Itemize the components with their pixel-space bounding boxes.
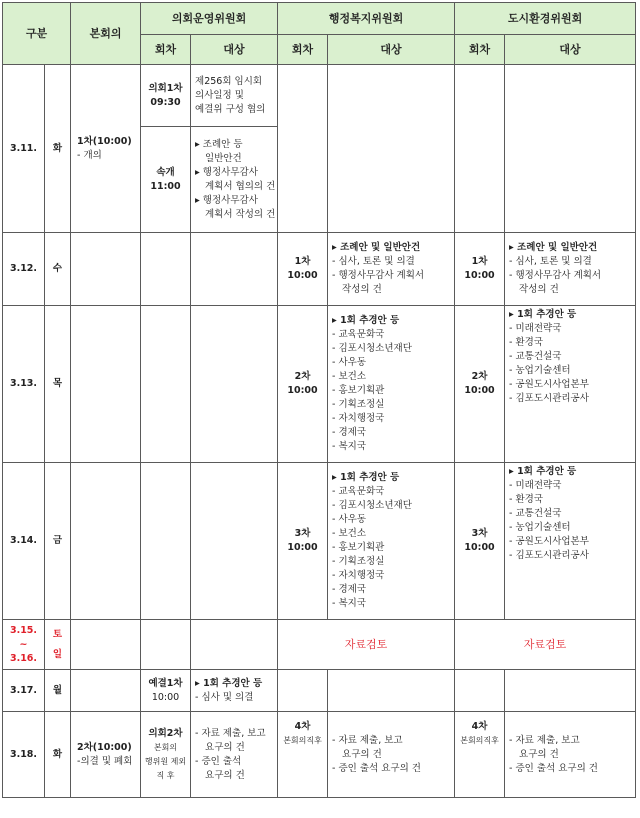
date-range-sep: ~ — [19, 638, 28, 650]
date-cell: 3.14. — [3, 463, 45, 620]
empty-cell — [71, 306, 141, 463]
session-label: 의회1차 — [148, 82, 183, 94]
empty-cell — [278, 65, 328, 233]
target-item: 요구의 건 — [342, 748, 382, 760]
target-item: ▸ 행정사무감사 — [195, 194, 258, 206]
target-item: - 홍보기획관 — [332, 385, 385, 396]
session-cell — [141, 65, 191, 127]
schedule-document — [2, 2, 635, 798]
session-time: 11:00 — [150, 180, 181, 192]
session-cell — [141, 712, 191, 798]
target-item: - 김포도시관리공사 — [509, 550, 589, 561]
date-cell: 3.13. — [3, 306, 45, 463]
empty-cell — [71, 463, 141, 620]
target-item: - 기획조정실 — [332, 556, 385, 567]
target-item: - 홍보기획관 — [332, 542, 385, 553]
target-cell — [191, 127, 278, 233]
session-label: 3차 — [471, 528, 488, 539]
session-label: 4차 — [294, 721, 311, 732]
session-note: 본회의직후 — [283, 736, 322, 745]
target-item: - 심사, 토론 및 의결 — [509, 256, 592, 267]
target-item: - 환경국 — [509, 494, 544, 505]
target-item: - 복지국 — [332, 441, 367, 452]
review-cell: 자료검토 — [278, 620, 455, 670]
empty-cell — [71, 233, 141, 306]
empty-cell — [455, 670, 505, 712]
target-cell — [505, 306, 636, 463]
target-cell — [505, 233, 636, 306]
session-cell — [455, 712, 505, 798]
empty-cell — [328, 65, 455, 233]
empty-cell — [141, 620, 191, 670]
target-cell — [328, 233, 455, 306]
target-item: 제256회 임시회 — [195, 75, 263, 87]
target-item: - 공원도시사업본부 — [509, 536, 589, 547]
date-cell: 3.12. — [3, 233, 45, 306]
session-label: 의회2차 — [148, 727, 183, 739]
target-item: - 보건소 — [332, 371, 367, 382]
plenary-note: -의결 및 폐회 — [77, 755, 133, 767]
header-target: 대상 — [505, 35, 636, 65]
empty-cell — [505, 65, 636, 233]
target-item: - 자료 제출, 보고 — [332, 734, 403, 746]
target-item: ▸ 조례안 및 일반안건 — [332, 242, 421, 253]
target-item: - 증인 출석 — [195, 755, 242, 767]
session-note: 행위원 제외 — [144, 756, 187, 766]
header-committee-urban: 도시환경위원회 — [455, 3, 636, 35]
session-time: 10:00 — [287, 385, 318, 396]
session-time: 09:30 — [150, 96, 181, 108]
session-cell — [278, 233, 328, 306]
empty-cell — [71, 620, 141, 670]
plenary-session: 1차(10:00) — [77, 135, 132, 147]
session-label: 3차 — [294, 528, 311, 539]
date-end: 3.16. — [9, 652, 38, 664]
target-item: 요구의 건 — [205, 769, 245, 781]
target-cell — [328, 463, 455, 620]
session-time: 10:00 — [287, 542, 318, 553]
empty-cell — [191, 233, 278, 306]
session-label: 4차 — [471, 721, 488, 732]
plenary-cell — [71, 712, 141, 798]
target-item: - 교통건설국 — [509, 351, 562, 362]
target-item: - 농업기술센터 — [509, 365, 571, 376]
day-cell: 월 — [45, 670, 71, 712]
session-cell — [278, 712, 328, 798]
target-cell — [505, 712, 636, 798]
table-row — [3, 463, 636, 620]
target-item: - 사우동 — [332, 357, 367, 368]
target-item: - 김포시청소년재단 — [332, 500, 412, 511]
target-cell — [191, 65, 278, 127]
session-label: 1차 — [294, 256, 311, 267]
target-item: 계획서 협의의 건 — [205, 180, 276, 192]
header-target: 대상 — [328, 35, 455, 65]
empty-cell — [191, 306, 278, 463]
day-cell: 목 — [45, 306, 71, 463]
target-item: - 농업기술센터 — [509, 522, 571, 533]
target-item: - 미래전략국 — [509, 323, 562, 334]
session-cell — [455, 306, 505, 463]
target-item: ▸ 행정사무감사 — [195, 166, 258, 178]
header-target: 대상 — [191, 35, 278, 65]
header-committee-ops: 의회운영위원회 — [141, 3, 278, 35]
session-cell — [278, 463, 328, 620]
date-cell: 3.18. — [3, 712, 45, 798]
session-cell — [141, 670, 191, 712]
empty-cell — [278, 670, 328, 712]
target-item: - 경제국 — [332, 584, 367, 595]
session-cell — [455, 233, 505, 306]
target-item: - 환경국 — [509, 337, 544, 348]
target-cell — [505, 463, 636, 620]
target-item: - 행정사무감사 계획서 — [509, 270, 602, 281]
target-item: - 자료 제출, 보고 — [195, 727, 266, 739]
header-plenary: 본회의 — [71, 3, 141, 65]
date-cell: 3.11. — [3, 65, 45, 233]
schedule-table — [2, 2, 636, 798]
table-row — [3, 712, 636, 798]
target-item: - 경제국 — [332, 427, 367, 438]
session-time: 10:00 — [464, 270, 495, 281]
target-item: 요구의 건 — [205, 741, 245, 753]
target-item: - 증인 출석 요구의 건 — [332, 762, 421, 774]
header-round: 회차 — [141, 35, 191, 65]
target-item: ▸ 1회 추경안 등 — [509, 309, 577, 320]
target-cell — [328, 712, 455, 798]
target-item: - 복지국 — [332, 598, 367, 609]
session-label: 예결1차 — [148, 677, 183, 689]
empty-cell — [328, 670, 455, 712]
target-item: - 자료 제출, 보고 — [509, 734, 580, 746]
review-cell: 자료검토 — [455, 620, 636, 670]
target-item: 예결위 구성 협의 — [195, 103, 266, 115]
target-item: ▸ 1회 추경안 등 — [195, 677, 263, 689]
session-label: 2차 — [294, 371, 311, 382]
day-cell — [45, 620, 71, 670]
target-item: ▸ 조례안 및 일반안건 — [509, 242, 598, 253]
target-item: - 미래전략국 — [509, 480, 562, 491]
table-row — [3, 65, 636, 127]
target-cell — [191, 670, 278, 712]
day-cell: 금 — [45, 463, 71, 620]
target-item: - 김포시청소년재단 — [332, 343, 412, 354]
date-cell: 3.17. — [3, 670, 45, 712]
target-item: - 교육문화국 — [332, 486, 385, 497]
session-note: 본회의직후 — [460, 736, 499, 745]
target-cell — [191, 712, 278, 798]
day-end: 일 — [52, 648, 63, 660]
header-round: 회차 — [455, 35, 505, 65]
plenary-session: 2차(10:00) — [77, 741, 132, 753]
target-item: 요구의 건 — [519, 748, 559, 760]
target-item: - 자치행정국 — [332, 413, 385, 424]
target-item: 의사일정 및 — [195, 89, 244, 101]
session-time: 10:00 — [464, 542, 495, 553]
target-item: 일반안건 — [205, 152, 242, 164]
header-round: 회차 — [278, 35, 328, 65]
session-label: 속개 — [156, 166, 175, 178]
day-cell: 화 — [45, 712, 71, 798]
empty-cell — [141, 463, 191, 620]
table-row — [3, 306, 636, 463]
empty-cell — [141, 233, 191, 306]
session-label: 2차 — [471, 371, 488, 382]
target-item: ▸ 1회 추경안 등 — [509, 466, 577, 477]
session-label: 1차 — [471, 256, 488, 267]
target-item: - 김포도시관리공사 — [509, 393, 589, 404]
target-item: ▸ 1회 추경안 등 — [332, 472, 400, 483]
date-start: 3.15. — [9, 624, 38, 636]
session-time: 10:00 — [151, 691, 180, 703]
target-item: - 심사 및 의결 — [195, 691, 254, 703]
day-cell: 화 — [45, 65, 71, 233]
day-cell: 수 — [45, 233, 71, 306]
session-time: 10:00 — [287, 270, 318, 281]
target-item: - 행정사무감사 계획서 — [332, 270, 425, 281]
empty-cell — [505, 670, 636, 712]
empty-cell — [191, 620, 278, 670]
empty-cell — [191, 463, 278, 620]
session-cell — [278, 306, 328, 463]
target-item: - 교육문화국 — [332, 329, 385, 340]
table-row — [3, 233, 636, 306]
target-item: - 교통건설국 — [509, 508, 562, 519]
target-item: - 사우동 — [332, 514, 367, 525]
target-item: 작성의 건 — [342, 284, 382, 295]
session-note: 직 후 — [156, 770, 175, 780]
target-item: - 자치행정국 — [332, 570, 385, 581]
date-cell — [3, 620, 45, 670]
target-item: ▸ 조례안 등 — [195, 138, 243, 150]
target-item: ▸ 1회 추경안 등 — [332, 315, 400, 326]
session-note: 본회의 — [153, 742, 178, 752]
target-item: - 기획조정실 — [332, 399, 385, 410]
target-item: - 공원도시사업본부 — [509, 379, 589, 390]
target-item: 작성의 건 — [519, 284, 559, 295]
session-cell — [455, 463, 505, 620]
target-item: - 보건소 — [332, 528, 367, 539]
table-row — [3, 670, 636, 712]
empty-cell — [71, 670, 141, 712]
session-cell — [141, 127, 191, 233]
plenary-cell — [71, 65, 141, 233]
plenary-note: - 개의 — [77, 149, 102, 161]
table-row — [3, 620, 636, 670]
target-item: - 심사, 토론 및 의결 — [332, 256, 415, 267]
session-time: 10:00 — [464, 385, 495, 396]
target-item: 계획서 작성의 건 — [205, 208, 276, 220]
empty-cell — [455, 65, 505, 233]
target-item: - 증인 출석 요구의 건 — [509, 762, 598, 774]
day-start: 토 — [52, 628, 63, 640]
header-committee-welfare: 행정복지위원회 — [278, 3, 455, 35]
empty-cell — [141, 306, 191, 463]
target-cell — [328, 306, 455, 463]
header-gubun: 구분 — [3, 3, 71, 65]
